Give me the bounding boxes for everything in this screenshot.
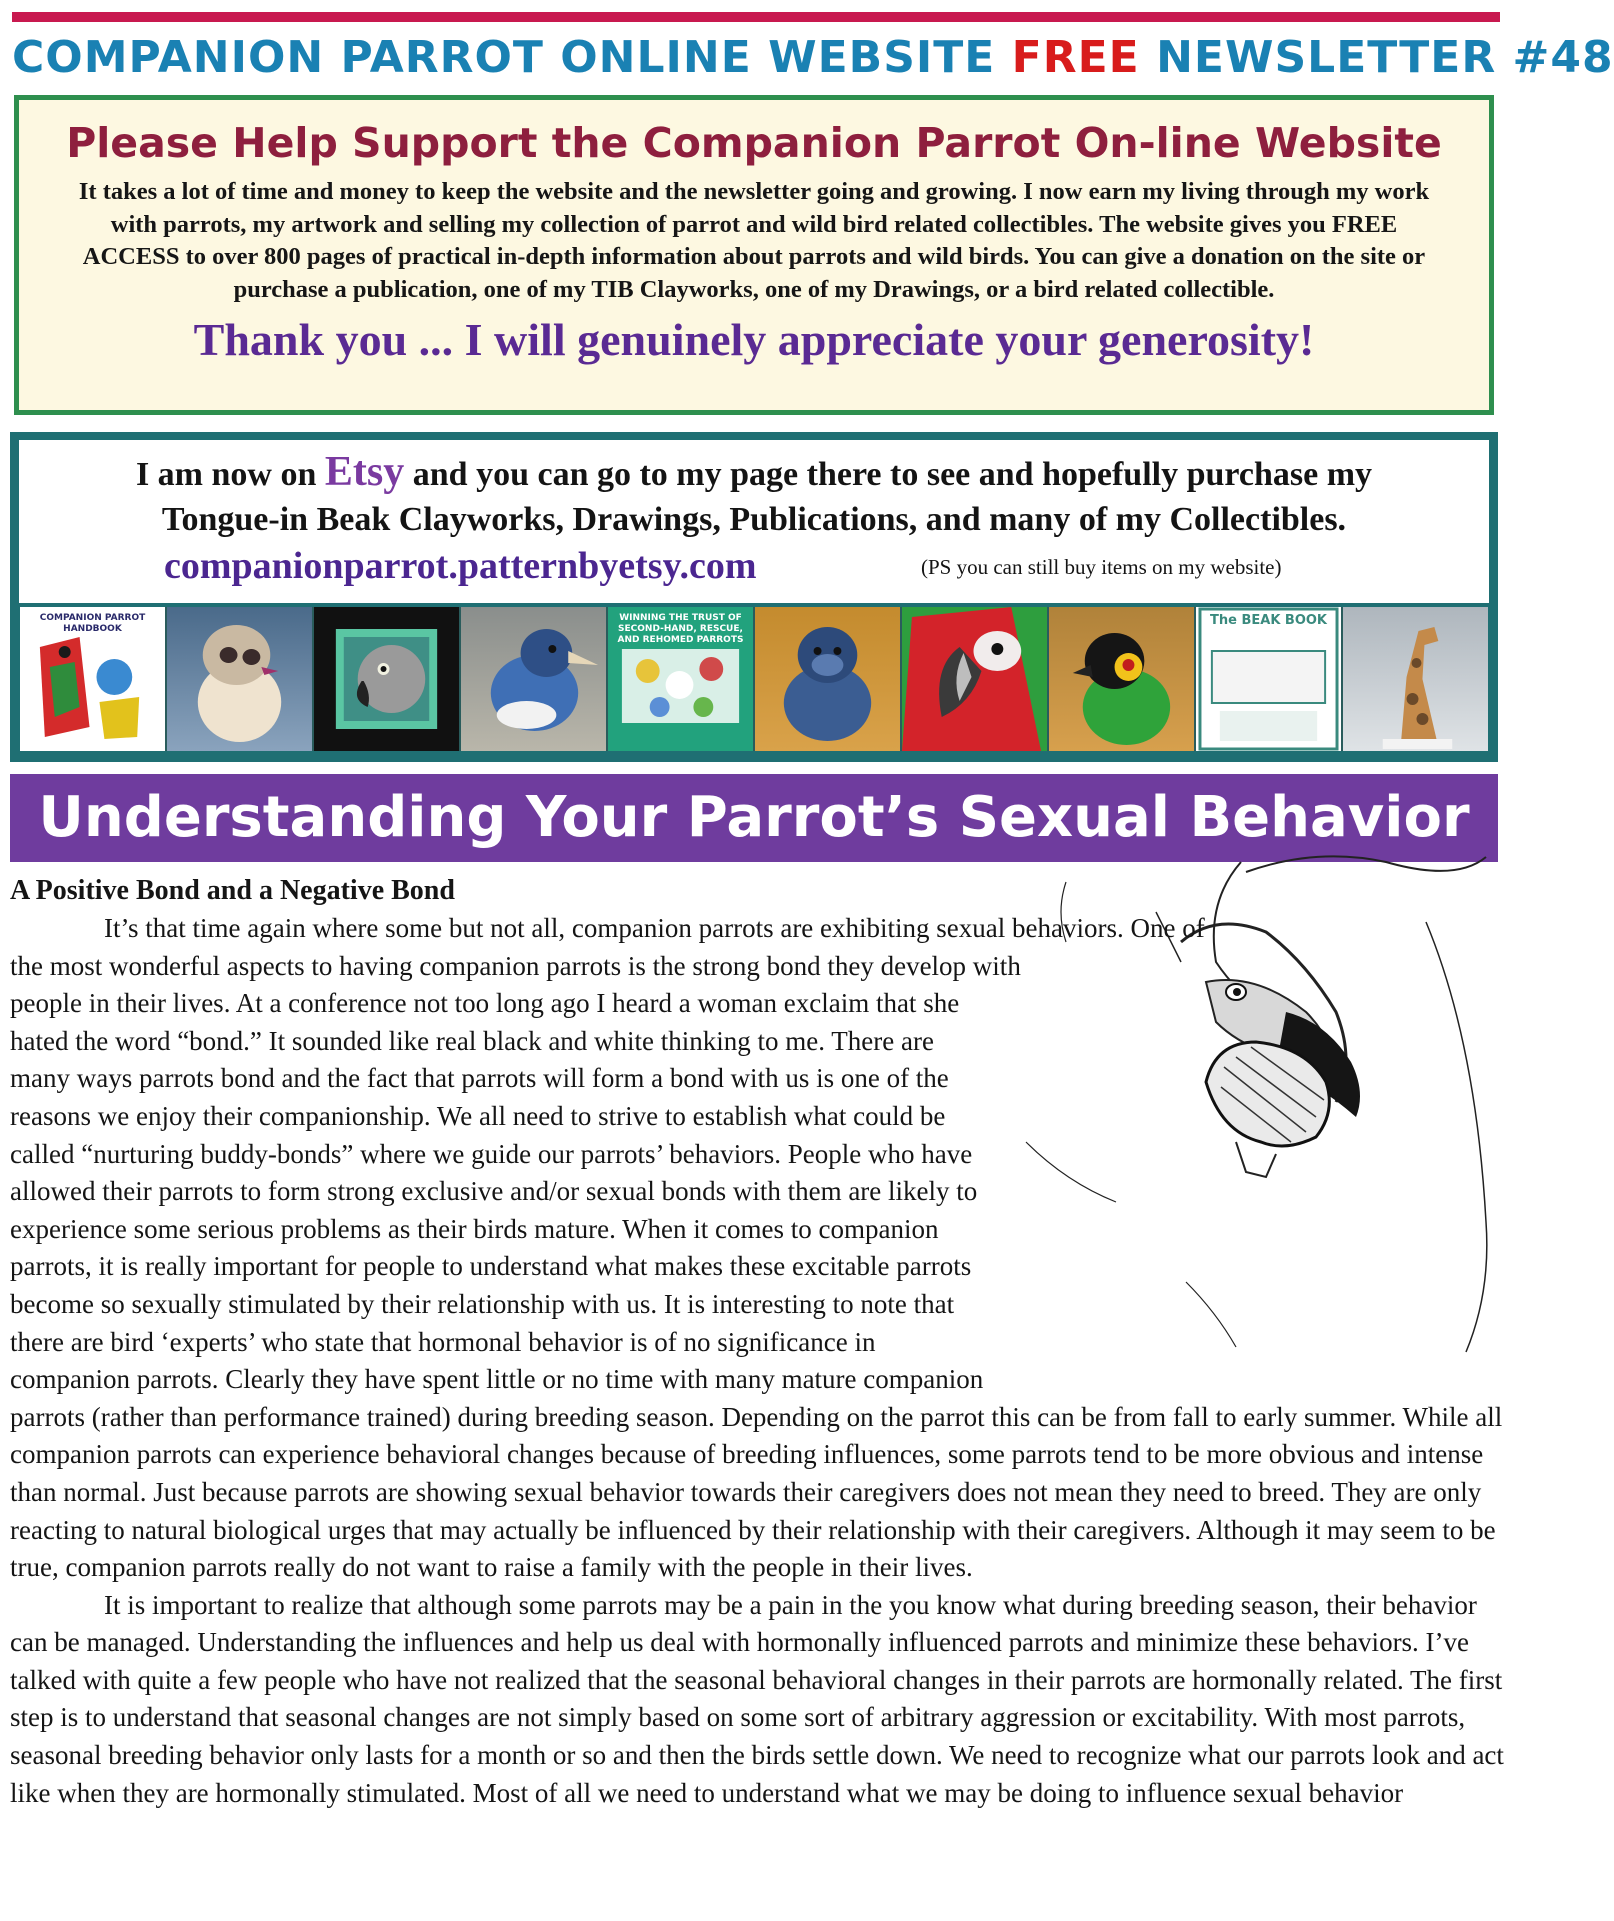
article-banner-title: Understanding Your Parrot’s Sexual Behavior	[10, 774, 1498, 862]
thumb-gorilla-figurine[interactable]	[755, 607, 902, 751]
article-paragraph-2: It is important to realize that although some parrots may be a pain in the you know what during breeding season, their behavior can be managed. Understanding the influences and help us deal with hormonally influenced parrots and minimize these behaviors. I’ve talked with quite a few people who have not realized that the seasonal behavioral changes in their parrots are hormonally related. The first step is to understand that seasonal changes are not simply based on some sort of arbitrary aggression or excitability. With most parrots, seasonal breeding behavior only lasts for a month or so and then the birds settle down. We need to recognize what our parrots look and act like when they are hormonally stimulated. Most of all we need to understand what we may be doing to influence sexual behavior	[10, 1589, 1504, 1808]
grey-parrot-icon	[314, 607, 459, 751]
etsy-url-link[interactable]: companionparrot.patternbyetsy.com	[164, 545, 757, 587]
thumb-macaw-figurine[interactable]	[902, 607, 1049, 751]
thumb-caique-figurine[interactable]	[1049, 607, 1196, 751]
newsletter-masthead	[12, 26, 1614, 90]
support-body: It takes a lot of time and money to keep the website and the newsletter going and growing. I now earn my living through my work with parrots, my artwork and selling my collection of parrot and wild bird related collectibles. The website gives you FREE ACCESS to over 800 pages of practical in-depth information about parrots and wild birds. You can give a donation on the site or purchase a publication, one of my TIB Clayworks, one of my Drawings, or a bird related collectible.	[78, 178, 1430, 303]
thumb-giraffe-figurine[interactable]	[1343, 607, 1488, 751]
thumb-bird-figurine[interactable]	[461, 607, 608, 751]
thumb-pug-figurine[interactable]	[167, 607, 314, 751]
etsy-brand[interactable]: Etsy	[324, 449, 405, 495]
etsy-line-1-post: and you can go to my page there to see and hopefully purchase my	[412, 456, 1373, 493]
etsy-text-panel	[19, 440, 1489, 603]
pug-figurine-icon	[167, 607, 312, 751]
article-body	[10, 872, 1506, 1812]
support-title: Please Help Support the Companion Parrot On-line Website	[66, 119, 1442, 167]
bird-figurine-icon	[461, 607, 606, 751]
caique-figurine-icon	[1049, 607, 1194, 751]
support-box	[14, 95, 1494, 415]
thumb-rescued-parrots-book[interactable]	[608, 607, 755, 751]
article-subhead: A Positive Bond and a Negative Bond	[10, 875, 455, 906]
masthead-title-part1: COMPANION PARROT ONLINE WEBSITE	[12, 32, 996, 83]
thumb-caption: COMPANION PARROT HANDBOOK	[39, 613, 146, 634]
thumb-caption: The BEAK BOOK	[1210, 613, 1327, 628]
etsy-box	[10, 432, 1498, 762]
etsy-ps-note: (PS you can still buy items on my website)	[921, 555, 1282, 579]
support-thanks: Thank you ... I will genuinely appreciate your generosity!	[193, 314, 1315, 365]
thumb-grey-parrot-drawing[interactable]	[314, 607, 461, 751]
book-cover-icon	[1196, 607, 1341, 751]
thumb-handbook-cover[interactable]	[20, 607, 167, 751]
thumb-caption: WINNING THE TRUST OF SECOND-HAND, RESCUE, AND REHOMED PARROTS	[617, 613, 744, 645]
thumb-beak-book-cover[interactable]	[1196, 607, 1343, 751]
gorilla-figurine-icon	[755, 607, 900, 751]
masthead-free: FREE	[1011, 32, 1140, 83]
etsy-line-1	[19, 450, 1489, 497]
macaw-figurine-icon	[902, 607, 1047, 751]
masthead-title-part2: NEWSLETTER #48	[1156, 32, 1614, 83]
giraffe-figurine-icon	[1343, 607, 1488, 751]
top-rule	[12, 12, 1500, 22]
article-paragraph-1: It’s that time again where some but not all, companion parrots are exhibiting sexual behaviors. One of the most wonderful aspects to having companion parrots is the strong bond they develop with people in their lives. At a conference not too long ago I heard a woman exclaim that she hated the word “bond.” It sounded like real black and white thinking to me. There are many ways parrots bond and the fact that parrots will form a bond with us is one of the reasons we enjoy their companionship. We all need to strive to establish what could be called “nurturing buddy-bonds” where we guide our parrots’ behaviors. People who have allowed their parrots to form strong exclusive and/or sexual bonds with them are likely to experience some serious problems as their birds mature. When it comes to companion parrots, it is really important for people to understand what makes these excitable parrots become so sexually stimulated by their relationship with us. It is interesting to note that there are bird ‘experts’ who state that hormonal behavior is of no significance in companion parrots. Clearly they have spent little or no time with many mature companion parrots (rather than performance trained) during breeding season. Depending on the parrot this can be from fall to early summer. While all companion parrots can experience behavioral changes because of breeding influences, some parrots tend to be more obvious and intense than normal. Just because parrots are showing sexual behavior towards their caregivers does not mean they need to breed. They are only reacting to natural biological urges that may actually be influenced by their relationship with their caregivers. Although it may seem to be true, companion parrots really do not want to raise a family with the people in their lives.	[10, 913, 1503, 1583]
etsy-line-2: Tongue-in Beak Clayworks, Drawings, Publications, and many of my Collectibles.	[161, 501, 1347, 538]
etsy-line-1-pre: I am now on	[135, 456, 317, 493]
etsy-url-row	[19, 542, 1489, 590]
product-thumbnail-strip	[20, 607, 1488, 751]
